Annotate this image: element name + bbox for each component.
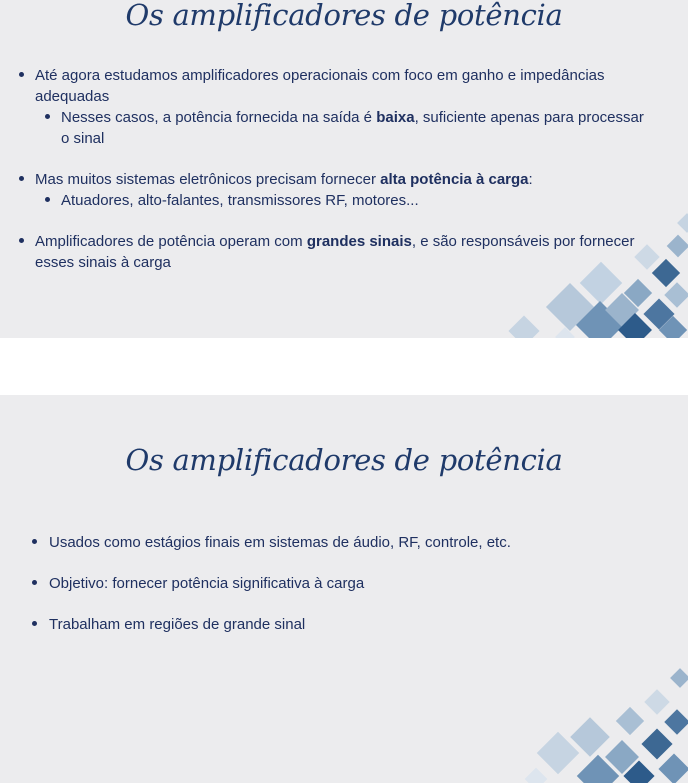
bullet-dot-icon — [45, 114, 50, 119]
list-item — [35, 169, 655, 190]
bullet-emphasis: baixa — [376, 109, 415, 126]
bullet-dot-icon — [19, 238, 24, 243]
bullet-text: , e são responsáveis por fornecer esses sinais à carga — [35, 233, 635, 271]
bullet-dot-icon — [19, 176, 24, 181]
bullet-text: : — [528, 171, 533, 188]
bullet-dot-icon — [32, 621, 37, 626]
bullet-text: Amplificadores de potência operam com — [35, 233, 307, 250]
list-item — [49, 614, 649, 635]
list-item — [35, 65, 655, 107]
bullet-dot-icon — [32, 539, 37, 544]
bullet-list — [49, 532, 649, 635]
diamond-pattern-decoration — [458, 208, 688, 338]
bullet-text: , suficiente apenas para processar o sinal — [61, 109, 644, 147]
bullet-dot-icon — [32, 580, 37, 585]
slide-1 — [0, 0, 688, 338]
slide-title: Os amplificadores de potência — [125, 443, 563, 477]
bullet-text: Usados como estágios finais em sistemas de áudio, RF, controle, etc. — [49, 534, 511, 551]
diamond-pattern-decoration — [488, 653, 688, 783]
list-item — [49, 573, 649, 594]
bullet-text: Objetivo: fornecer potência significativa à carga — [49, 575, 365, 592]
list-item — [35, 107, 655, 149]
slide-2 — [0, 395, 688, 783]
bullet-dot-icon — [19, 72, 24, 77]
list-item — [49, 532, 649, 553]
slide-title: Os amplificadores de potência — [125, 0, 563, 32]
bullet-text: Nesses casos, a potência fornecida na saída é — [61, 109, 377, 126]
bullet-emphasis: alta potência à carga — [380, 171, 529, 188]
bullet-emphasis: grandes sinais — [306, 233, 412, 250]
bullet-text: Trabalham em regiões de grande sinal — [49, 616, 306, 633]
bullet-text: Atuadores, alto-falantes, transmissores RF, motores... — [61, 192, 419, 209]
bullet-text: Até agora estudamos amplificadores operacionais com foco em ganho e impedâncias adequadas — [35, 67, 605, 105]
bullet-dot-icon — [45, 197, 50, 202]
bullet-text: Mas muitos sistemas eletrônicos precisam fornecer — [35, 171, 381, 188]
